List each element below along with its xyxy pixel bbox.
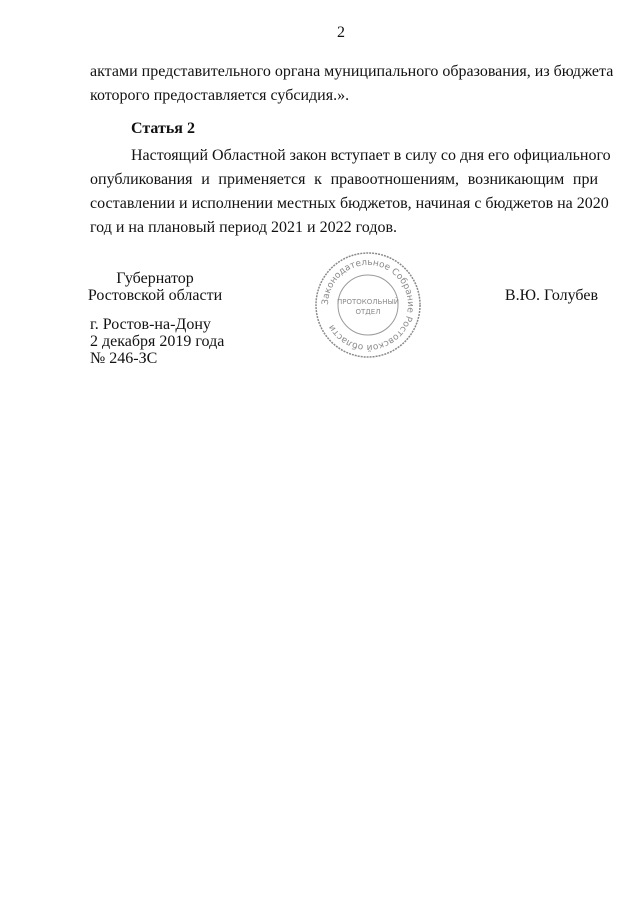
stamp-ring-text: Законодательное Собрание Ростовской области (320, 257, 416, 353)
body-line: год и на плановый период 2021 и 2022 годов. (90, 219, 398, 236)
stamp-center-line: ПРОТОКОЛЬНЫЙ (336, 298, 400, 306)
signatory-title-line: Губернатор (116, 270, 194, 287)
law-number: № 246-ЗС (90, 350, 158, 367)
body-line: которого предоставляется субсидия.». (90, 87, 350, 104)
place: г. Ростов-на-Дону (90, 316, 211, 333)
body-line: Настоящий Областной закон вступает в силу со дня его официального (131, 147, 611, 164)
date: 2 декабря 2019 года (90, 333, 225, 350)
page-number: 2 (337, 24, 345, 41)
place-date-number (90, 316, 224, 367)
body-line: опубликования и применяется к правоотношениям, возникающим при (90, 171, 598, 188)
signatory-title (80, 270, 230, 304)
signatory-name: В.Ю. Голубев (504, 287, 598, 304)
body-line: составлении и исполнении местных бюджетов, начиная с бюджетов на 2020 (90, 195, 609, 212)
stamp-center-line: ОТДЕЛ (355, 308, 381, 316)
article-heading: Статья 2 (131, 120, 195, 137)
official-stamp (313, 250, 423, 360)
signatory-title-line: Ростовской области (87, 287, 223, 304)
body-line: актами представительного органа муниципального образования, из бюджета (90, 63, 614, 80)
